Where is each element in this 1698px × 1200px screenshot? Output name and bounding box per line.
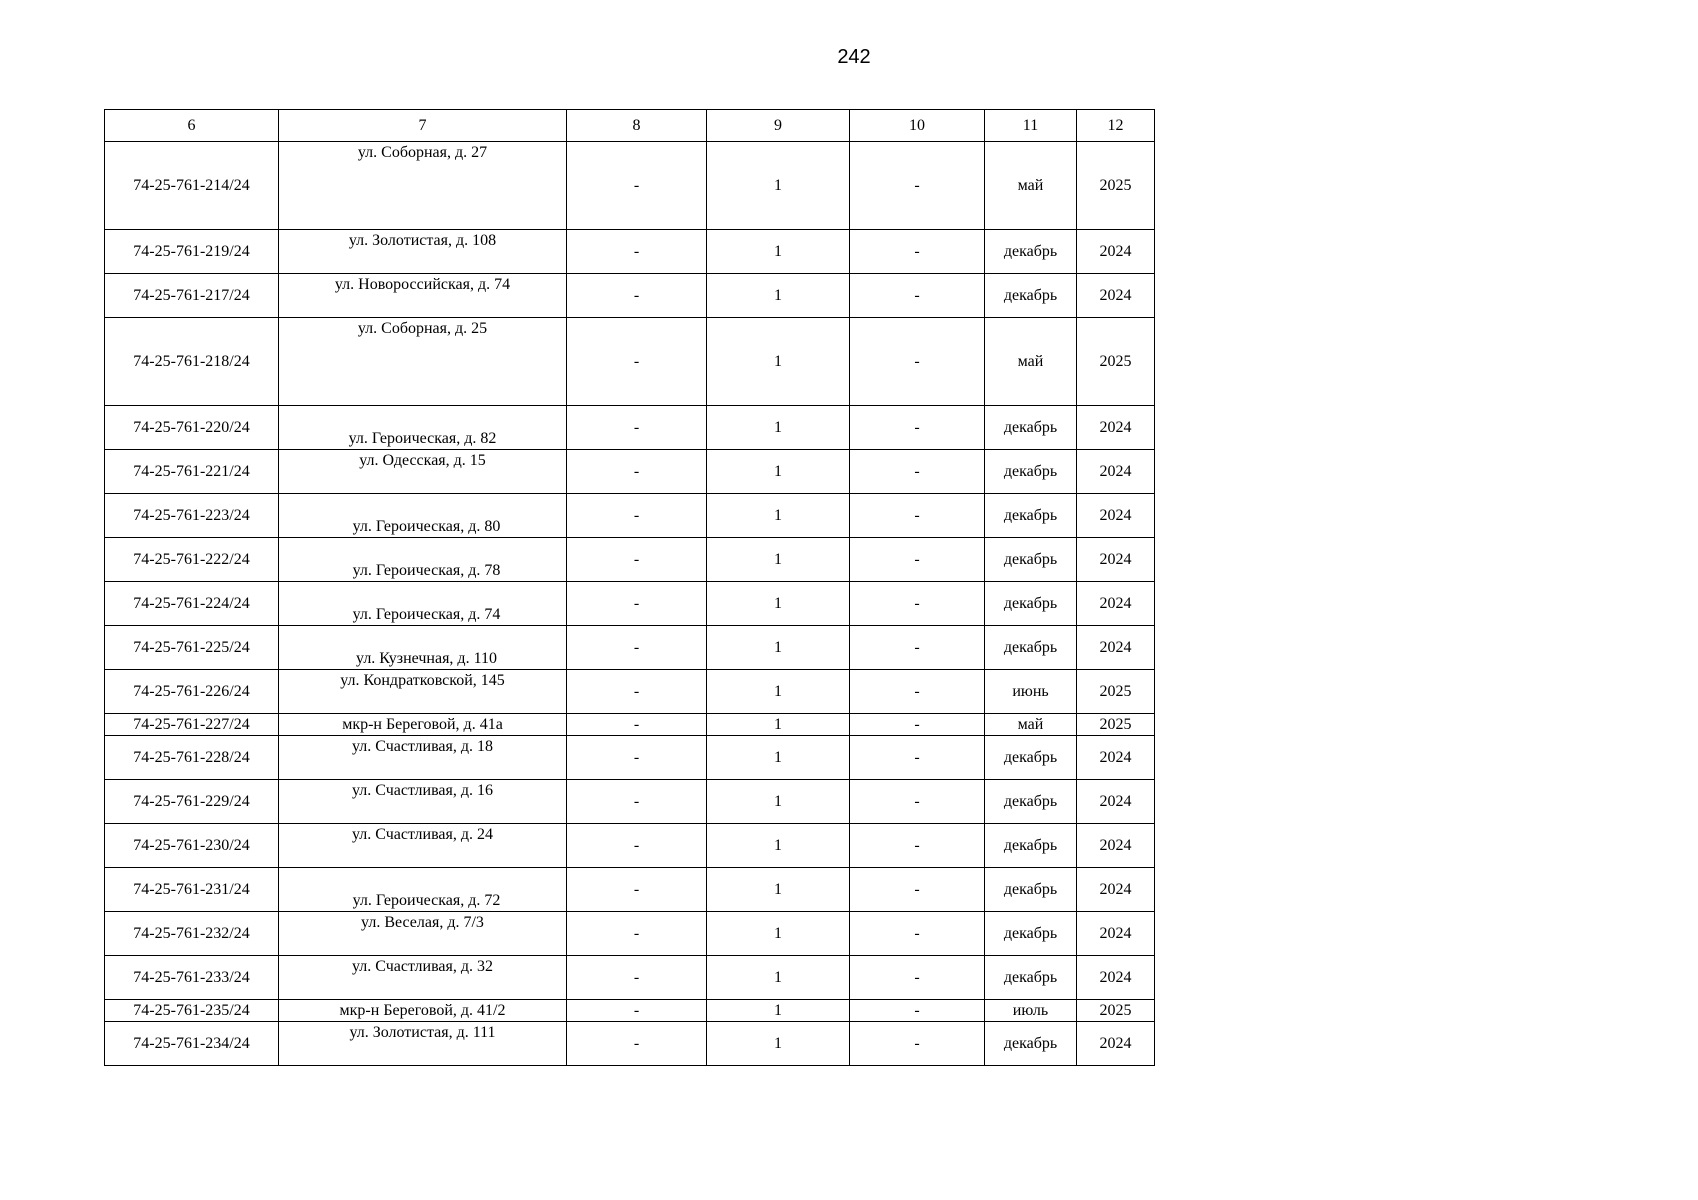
address-cell: ул. Героическая, д. 78 [279, 538, 567, 582]
column-8-cell: - [567, 582, 707, 626]
column-8-cell: - [567, 1022, 707, 1066]
permit-number-cell: 74-25-761-221/24 [105, 450, 279, 494]
column-10-cell: - [850, 956, 985, 1000]
column-10-cell: - [850, 626, 985, 670]
year-cell: 2024 [1077, 736, 1155, 780]
column-10-cell: - [850, 868, 985, 912]
column-10-cell: - [850, 714, 985, 736]
month-cell: май [985, 318, 1077, 406]
permit-number-cell: 74-25-761-217/24 [105, 274, 279, 318]
table-row [105, 1000, 1155, 1022]
address-cell: мкр-н Береговой, д. 41/2 [279, 1000, 567, 1022]
column-9-cell: 1 [707, 714, 850, 736]
column-10-cell: - [850, 824, 985, 868]
table-row [105, 714, 1155, 736]
column-10-cell: - [850, 582, 985, 626]
header-row [105, 110, 1155, 142]
column-8-cell: - [567, 230, 707, 274]
column-8-cell: - [567, 714, 707, 736]
column-8-cell: - [567, 824, 707, 868]
month-cell: декабрь [985, 1022, 1077, 1066]
column-10-cell: - [850, 450, 985, 494]
column-header: 10 [850, 110, 985, 142]
address-cell: ул. Золотистая, д. 111 [279, 1022, 567, 1066]
column-8-cell: - [567, 1000, 707, 1022]
table-row [105, 318, 1155, 406]
month-cell: декабрь [985, 230, 1077, 274]
column-8-cell: - [567, 318, 707, 406]
permit-number-cell: 74-25-761-228/24 [105, 736, 279, 780]
permit-number-cell: 74-25-761-232/24 [105, 912, 279, 956]
permit-number-cell: 74-25-761-224/24 [105, 582, 279, 626]
column-8-cell: - [567, 868, 707, 912]
address-cell: ул. Героическая, д. 80 [279, 494, 567, 538]
month-cell: декабрь [985, 824, 1077, 868]
month-cell: декабрь [985, 626, 1077, 670]
year-cell: 2024 [1077, 274, 1155, 318]
column-8-cell: - [567, 736, 707, 780]
column-9-cell: 1 [707, 1022, 850, 1066]
table-row [105, 230, 1155, 274]
column-header: 11 [985, 110, 1077, 142]
address-cell: ул. Одесская, д. 15 [279, 450, 567, 494]
column-header: 7 [279, 110, 567, 142]
year-cell: 2025 [1077, 714, 1155, 736]
column-9-cell: 1 [707, 780, 850, 824]
column-9-cell: 1 [707, 538, 850, 582]
address-cell: ул. Счастливая, д. 24 [279, 824, 567, 868]
address-cell: ул. Героическая, д. 82 [279, 406, 567, 450]
column-9-cell: 1 [707, 142, 850, 230]
month-cell: декабрь [985, 736, 1077, 780]
month-cell: декабрь [985, 912, 1077, 956]
column-9-cell: 1 [707, 230, 850, 274]
permit-number-cell: 74-25-761-225/24 [105, 626, 279, 670]
permits-table [104, 109, 1155, 1066]
table-row [105, 538, 1155, 582]
column-10-cell: - [850, 318, 985, 406]
table-row [105, 736, 1155, 780]
column-9-cell: 1 [707, 868, 850, 912]
table-row [105, 406, 1155, 450]
address-cell: мкр-н Береговой, д. 41а [279, 714, 567, 736]
month-cell: декабрь [985, 582, 1077, 626]
column-8-cell: - [567, 626, 707, 670]
address-cell: ул. Новороссийская, д. 74 [279, 274, 567, 318]
table-row [105, 274, 1155, 318]
month-cell: декабрь [985, 780, 1077, 824]
year-cell: 2024 [1077, 538, 1155, 582]
column-10-cell: - [850, 736, 985, 780]
year-cell: 2024 [1077, 912, 1155, 956]
column-9-cell: 1 [707, 824, 850, 868]
column-9-cell: 1 [707, 956, 850, 1000]
column-9-cell: 1 [707, 626, 850, 670]
column-10-cell: - [850, 1022, 985, 1066]
column-9-cell: 1 [707, 274, 850, 318]
year-cell: 2024 [1077, 230, 1155, 274]
table-row [105, 142, 1155, 230]
permit-number-cell: 74-25-761-218/24 [105, 318, 279, 406]
table-row [105, 956, 1155, 1000]
address-cell: ул. Веселая, д. 7/3 [279, 912, 567, 956]
permit-number-cell: 74-25-761-220/24 [105, 406, 279, 450]
address-cell: ул. Счастливая, д. 16 [279, 780, 567, 824]
column-9-cell: 1 [707, 318, 850, 406]
column-9-cell: 1 [707, 494, 850, 538]
address-cell: ул. Героическая, д. 74 [279, 582, 567, 626]
column-9-cell: 1 [707, 736, 850, 780]
column-9-cell: 1 [707, 582, 850, 626]
column-10-cell: - [850, 1000, 985, 1022]
column-10-cell: - [850, 670, 985, 714]
year-cell: 2025 [1077, 670, 1155, 714]
column-8-cell: - [567, 670, 707, 714]
address-cell: ул. Соборная, д. 25 [279, 318, 567, 406]
address-cell: ул. Счастливая, д. 18 [279, 736, 567, 780]
year-cell: 2025 [1077, 318, 1155, 406]
address-cell: ул. Соборная, д. 27 [279, 142, 567, 230]
column-10-cell: - [850, 230, 985, 274]
column-10-cell: - [850, 274, 985, 318]
table-row [105, 824, 1155, 868]
table-body [105, 142, 1155, 1066]
address-cell: ул. Золотистая, д. 108 [279, 230, 567, 274]
column-10-cell: - [850, 538, 985, 582]
column-8-cell: - [567, 780, 707, 824]
table-row [105, 582, 1155, 626]
permit-number-cell: 74-25-761-214/24 [105, 142, 279, 230]
table-row [105, 868, 1155, 912]
column-10-cell: - [850, 912, 985, 956]
column-8-cell: - [567, 912, 707, 956]
month-cell: май [985, 142, 1077, 230]
permit-number-cell: 74-25-761-234/24 [105, 1022, 279, 1066]
address-cell: ул. Счастливая, д. 32 [279, 956, 567, 1000]
column-10-cell: - [850, 780, 985, 824]
year-cell: 2024 [1077, 450, 1155, 494]
column-header: 12 [1077, 110, 1155, 142]
permit-number-cell: 74-25-761-219/24 [105, 230, 279, 274]
column-8-cell: - [567, 142, 707, 230]
permit-number-cell: 74-25-761-222/24 [105, 538, 279, 582]
table-row [105, 626, 1155, 670]
table-row [105, 670, 1155, 714]
address-cell: ул. Героическая, д. 72 [279, 868, 567, 912]
year-cell: 2024 [1077, 406, 1155, 450]
table-row [105, 912, 1155, 956]
month-cell: декабрь [985, 406, 1077, 450]
year-cell: 2024 [1077, 494, 1155, 538]
column-9-cell: 1 [707, 912, 850, 956]
month-cell: декабрь [985, 956, 1077, 1000]
month-cell: декабрь [985, 538, 1077, 582]
page-number: 242 [837, 46, 871, 68]
permit-number-cell: 74-25-761-227/24 [105, 714, 279, 736]
column-9-cell: 1 [707, 670, 850, 714]
permit-number-cell: 74-25-761-235/24 [105, 1000, 279, 1022]
year-cell: 2024 [1077, 868, 1155, 912]
column-8-cell: - [567, 274, 707, 318]
column-8-cell: - [567, 450, 707, 494]
year-cell: 2024 [1077, 956, 1155, 1000]
column-10-cell: - [850, 494, 985, 538]
permit-number-cell: 74-25-761-223/24 [105, 494, 279, 538]
column-8-cell: - [567, 956, 707, 1000]
column-8-cell: - [567, 538, 707, 582]
address-cell: ул. Кондратковской, 145 [279, 670, 567, 714]
month-cell: май [985, 714, 1077, 736]
column-header: 8 [567, 110, 707, 142]
column-10-cell: - [850, 142, 985, 230]
column-9-cell: 1 [707, 406, 850, 450]
month-cell: декабрь [985, 868, 1077, 912]
month-cell: июль [985, 1000, 1077, 1022]
column-10-cell: - [850, 406, 985, 450]
year-cell: 2024 [1077, 626, 1155, 670]
year-cell: 2024 [1077, 780, 1155, 824]
table-row [105, 1022, 1155, 1066]
year-cell: 2024 [1077, 1022, 1155, 1066]
month-cell: июнь [985, 670, 1077, 714]
month-cell: декабрь [985, 450, 1077, 494]
year-cell: 2024 [1077, 582, 1155, 626]
column-9-cell: 1 [707, 450, 850, 494]
permit-number-cell: 74-25-761-233/24 [105, 956, 279, 1000]
year-cell: 2024 [1077, 824, 1155, 868]
table-row [105, 494, 1155, 538]
address-cell: ул. Кузнечная, д. 110 [279, 626, 567, 670]
column-header: 6 [105, 110, 279, 142]
permit-number-cell: 74-25-761-229/24 [105, 780, 279, 824]
year-cell: 2025 [1077, 1000, 1155, 1022]
column-8-cell: - [567, 406, 707, 450]
permit-number-cell: 74-25-761-226/24 [105, 670, 279, 714]
column-9-cell: 1 [707, 1000, 850, 1022]
month-cell: декабрь [985, 274, 1077, 318]
permit-number-cell: 74-25-761-230/24 [105, 824, 279, 868]
column-8-cell: - [567, 494, 707, 538]
month-cell: декабрь [985, 494, 1077, 538]
permit-number-cell: 74-25-761-231/24 [105, 868, 279, 912]
table-row [105, 780, 1155, 824]
column-header: 9 [707, 110, 850, 142]
year-cell: 2025 [1077, 142, 1155, 230]
table-row [105, 450, 1155, 494]
